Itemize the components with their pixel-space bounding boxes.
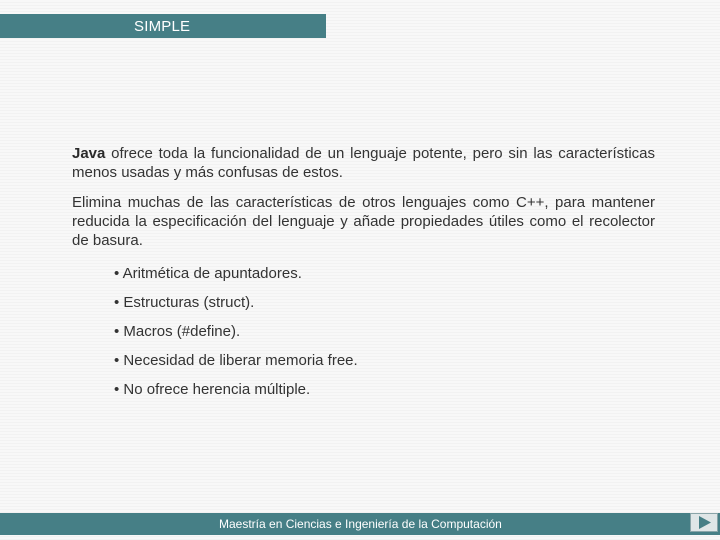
paragraph-elimina: Elimina muchas de las características de otros lenguajes como C++, para mantener reducida la especificación del lenguaje y añade propiedades útiles como el recolector de basura. [72, 194, 655, 249]
bullet-item: • Estructuras (struct). [114, 294, 255, 311]
bullet-item: • No ofrece herencia múltiple. [114, 381, 311, 398]
bullet-item: • Macros (#define). [114, 323, 241, 340]
slide-title: SIMPLE [134, 18, 191, 35]
next-slide-button[interactable] [690, 513, 718, 532]
footer-bar [0, 513, 720, 535]
bullet-list [114, 264, 655, 409]
bullet-item: • Necesidad de liberar memoria free. [114, 352, 358, 369]
title-bar [0, 14, 326, 38]
bullet-item: • Aritmética de apuntadores. [114, 265, 302, 282]
paragraph-java [72, 144, 655, 182]
play-arrow-icon [691, 514, 717, 531]
paragraph-java-text: ofrece toda la funcionalidad de un lenguaje potente, pero sin las características menos usadas y más confusas de estos. [72, 145, 655, 181]
footer-text: Maestría en Ciencias e Ingeniería de la Computación [219, 517, 502, 531]
java-keyword: Java [72, 145, 106, 162]
slide-content [72, 144, 655, 409]
